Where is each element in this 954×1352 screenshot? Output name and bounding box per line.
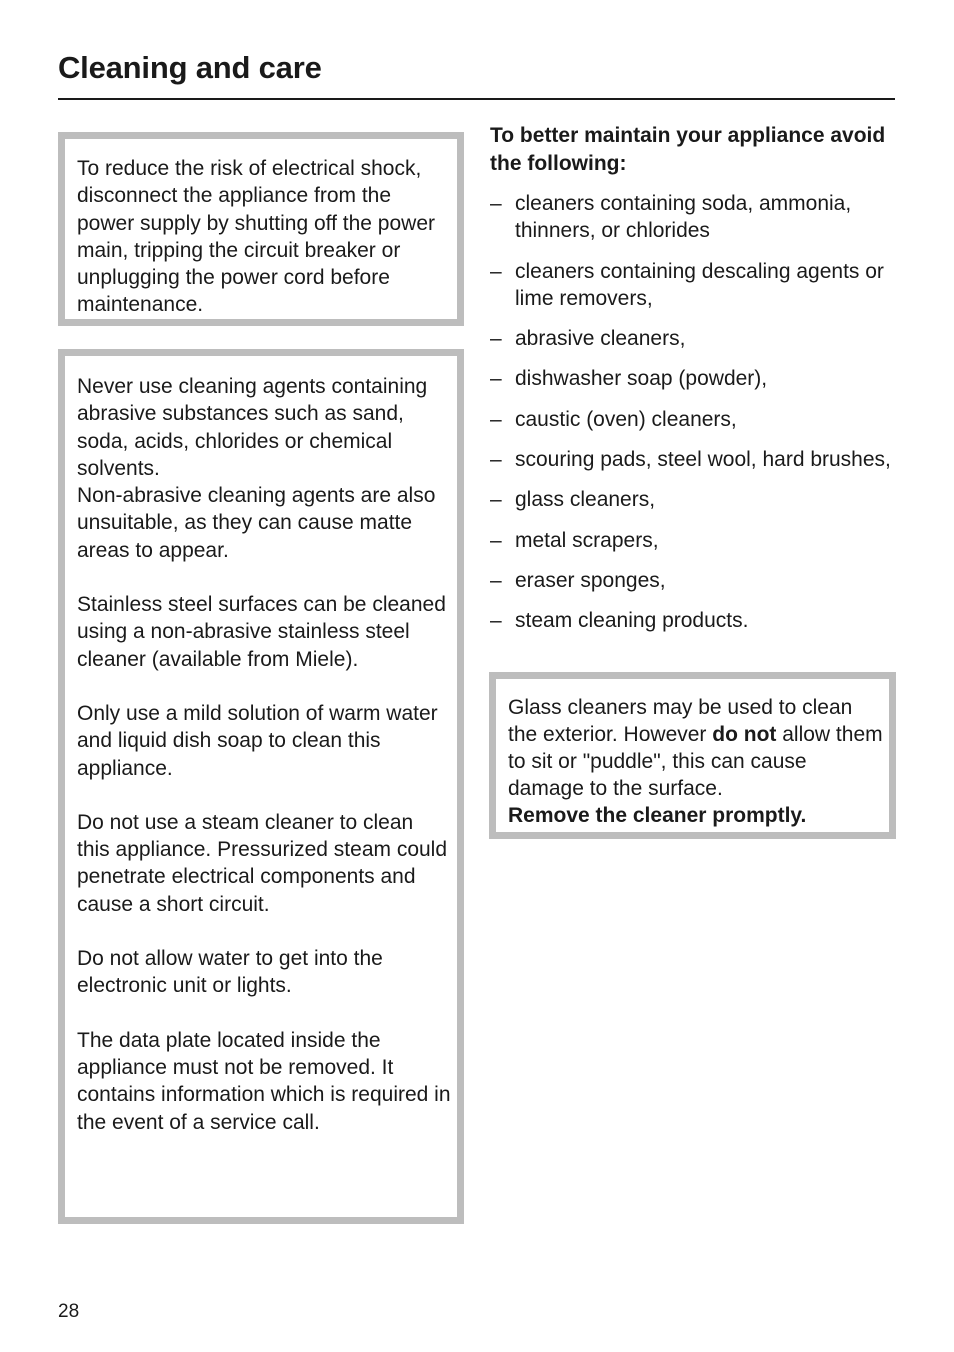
page-number: 28 (58, 1301, 80, 1322)
page-title: Cleaning and care (58, 50, 322, 85)
dash-bullet: – (490, 488, 502, 512)
list-item (490, 365, 895, 392)
instruction-paragraph: Only use a mild solution of warm water and liquid dish soap to clean this appliance. (77, 701, 438, 780)
note-emphasis: do not (712, 723, 777, 746)
list-item (490, 325, 895, 352)
instructions-box (58, 349, 464, 1224)
list-item (490, 527, 895, 554)
instruction-paragraph: The data plate located inside the appliance must not be removed. It contains information which is required in the event of a service call. (77, 1028, 451, 1134)
dash-bullet: – (490, 568, 502, 592)
avoid-heading: To better maintain your appliance avoid the following: (490, 124, 886, 175)
list-item-text: abrasive cleaners, (515, 327, 686, 351)
list-item (490, 567, 895, 594)
list-item (490, 446, 895, 473)
list-item (490, 486, 895, 513)
instruction-paragraph: Do not use a steam cleaner to clean this appliance. Pressurized steam could penetrate electrical components and cause a short circuit. (77, 810, 448, 916)
list-item-text: metal scrapers, (515, 528, 659, 552)
dash-bullet: – (490, 327, 502, 351)
list-item-text: caustic (oven) cleaners, (515, 407, 737, 431)
dash-bullet: – (490, 367, 502, 391)
dash-bullet: – (490, 528, 502, 552)
list-item-text: cleaners containing soda, ammonia, thinners, or chlorides (515, 192, 852, 243)
list-item (490, 190, 895, 245)
avoid-section (490, 122, 895, 648)
note-text: Glass cleaners may be used to clean the exterior. However (508, 696, 853, 746)
avoid-list (490, 190, 895, 635)
list-item-text: steam cleaning products. (515, 609, 749, 633)
glass-cleaner-note (508, 694, 883, 829)
instruction-paragraph: Non-abrasive cleaning agents are also unsuitable, as they can cause matte areas to appear. (77, 484, 436, 562)
warning-text: To reduce the risk of electrical shock, disconnect the appliance from the power supply by shutting off the power main, tripping the circuit breaker or unplugging the power cord before maintenance. (77, 157, 435, 317)
instruction-paragraph: Do not allow water to get into the electronic unit or lights. (77, 947, 383, 998)
instruction-paragraph: Stainless steel surfaces can be cleaned using a non-abrasive stainless steel cleaner (available from Miele). (77, 593, 446, 671)
list-item-text: eraser sponges, (515, 568, 666, 592)
dash-bullet: – (490, 192, 502, 215)
list-item-text: dishwasher soap (powder), (515, 367, 768, 391)
warning-box (58, 132, 464, 326)
title-divider (58, 98, 895, 100)
list-item (490, 607, 895, 634)
glass-cleaner-note-box (489, 672, 896, 839)
list-item-text: cleaners containing descaling agents or lime removers, (515, 259, 884, 310)
note-emphasis: Remove the cleaner promptly. (508, 804, 807, 827)
list-item (490, 406, 895, 433)
dash-bullet: – (490, 448, 502, 472)
note-text: allow them to sit or "puddle", this can cause damage to the surface. (508, 723, 883, 800)
instruction-paragraph: Never use cleaning agents containing abrasive substances such as sand, soda, acids, chlorides or chemical solvents. (77, 375, 428, 480)
dash-bullet: – (490, 259, 502, 283)
list-item-text: glass cleaners, (515, 488, 656, 512)
list-item-text: scouring pads, steel wool, hard brushes, (515, 448, 891, 472)
list-item (490, 258, 895, 313)
dash-bullet: – (490, 407, 502, 431)
dash-bullet: – (490, 609, 502, 633)
